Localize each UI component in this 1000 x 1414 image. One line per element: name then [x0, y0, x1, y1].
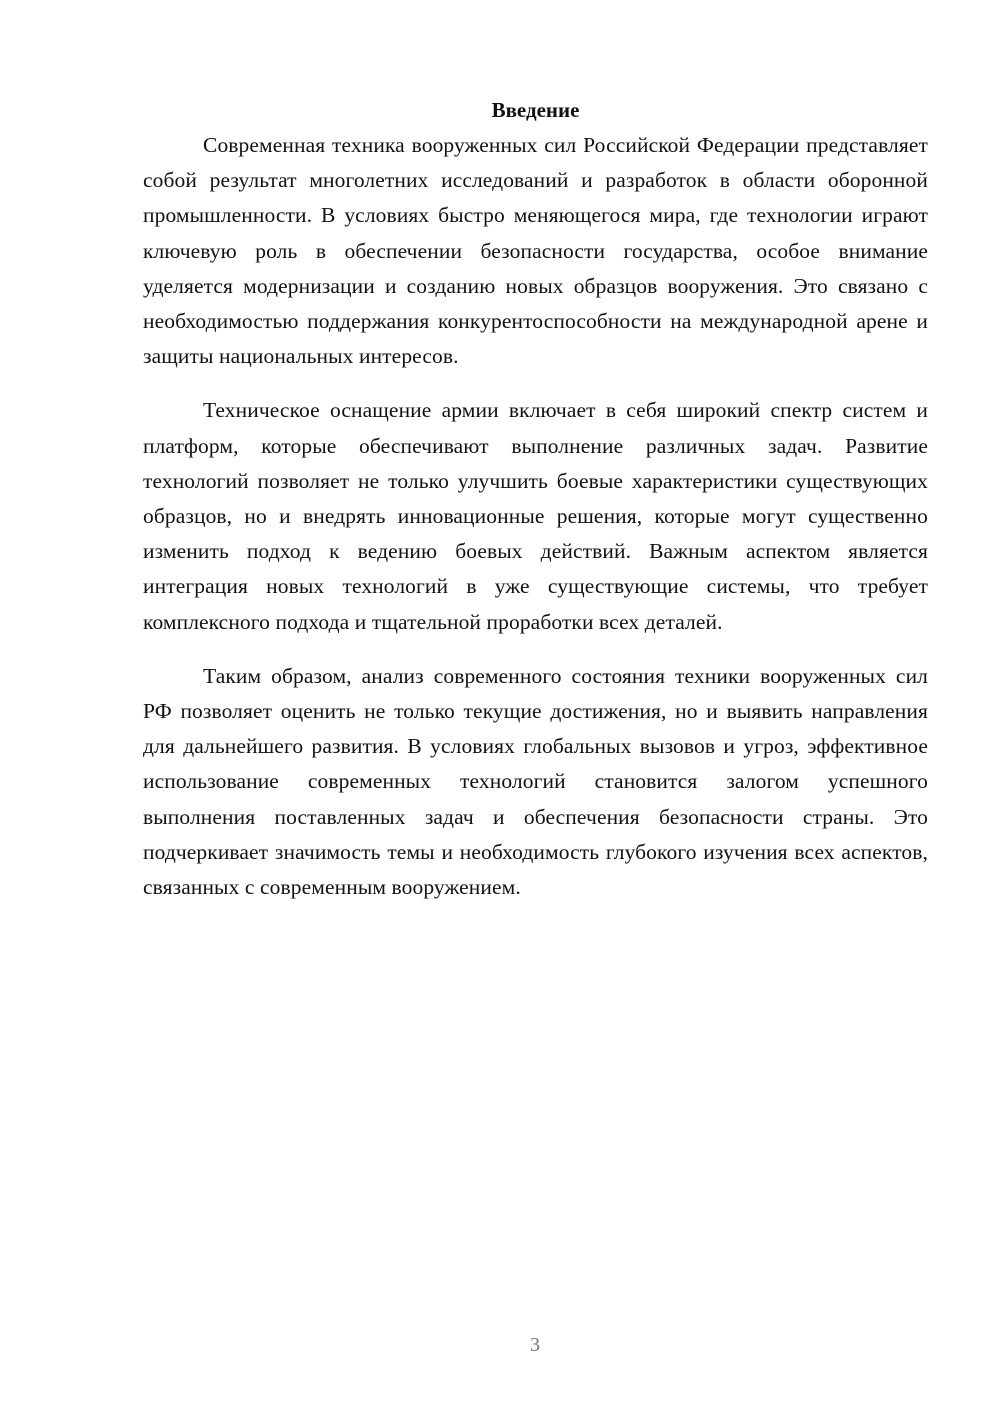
paragraph-2: Техническое оснащение армии включает в себя широкий спектр систем и платформ, которые обеспечивают выполнение различных задач. Развитие технологий позволяет не только улучшить боевые характеристики существующих образцов, но и внедрять инновационные решения, которые могут существенно изменить подход к ведению боевых действий. Важным аспектом является интеграция новых технологий в уже существующие системы, что требует комплексного подхода и тщательной проработки всех деталей. — [143, 398, 928, 634]
paragraph-3: Таким образом, анализ современного состояния техники вооруженных сил РФ позволяет оценить не только текущие достижения, но и выявить направления для дальнейшего развития. В условиях глобальных вызовов и угроз, эффективное использование современных технологий становится залогом успешного выполнения поставленных задач и обеспечения безопасности страны. Это подчеркивает значимость темы и необходимость глубокого изучения всех аспектов, связанных с современным вооружением. — [143, 663, 928, 900]
section-heading: Введение — [491, 98, 580, 122]
page-content — [143, 93, 928, 924]
page-number: 3 — [530, 1334, 540, 1356]
paragraph-1: Современная техника вооруженных сил Российской Федерации представляет собой результат многолетних исследований и разработок в области оборонной промышленности. В условиях быстро меняющегося мира, где технологии играют ключевую роль в обеспечении безопасности государства, особое внимание уделяется модернизации и созданию новых образцов вооружения. Это связано с необходимостью поддержания конкурентоспособности на международной арене и защиты национальных интересов. — [143, 133, 928, 369]
